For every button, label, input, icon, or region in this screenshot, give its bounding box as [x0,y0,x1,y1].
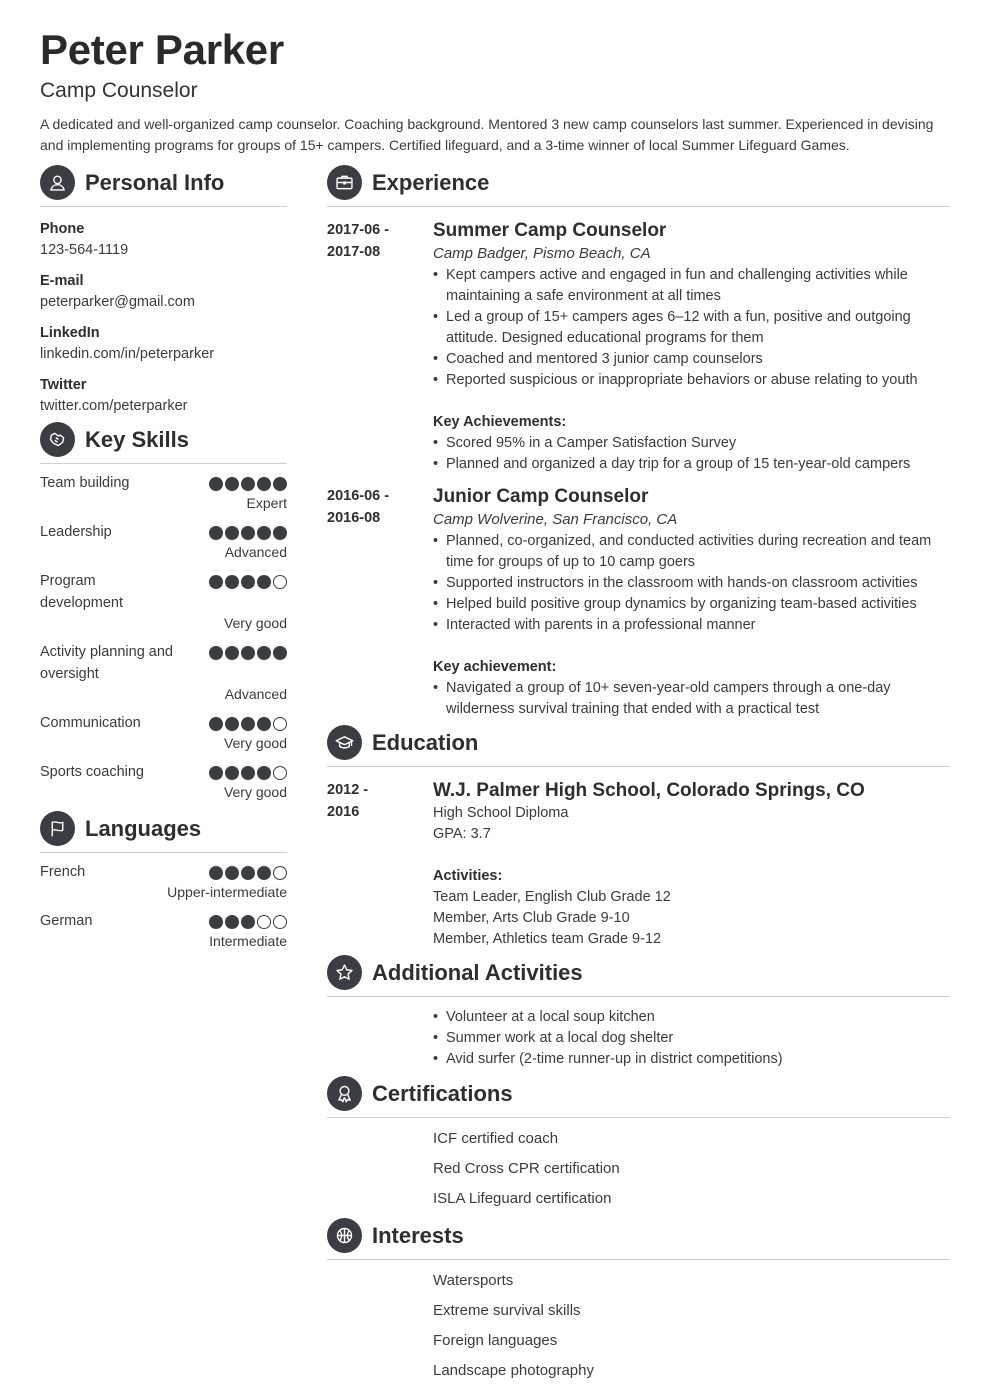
rating-dot-empty [273,915,287,929]
list-item: • Coached and mentored 3 junior camp counselors [433,349,950,370]
rating-dot-filled [257,646,271,660]
list-item: • Supported instructors in the classroom with hands-on classroom activities [433,573,950,594]
job-company: Camp Wolverine, San Francisco, CA [433,511,678,528]
job-date-end: 2016-08 [327,510,381,526]
skills-list [40,472,287,802]
list-item: • Planned and organized a day trip for a group of 15 ten-year-old campers [433,454,950,475]
rating-dot-filled [209,766,223,780]
skill-row [40,641,287,704]
basketball-icon [327,1218,362,1253]
skill-rating-dots [209,575,287,589]
rating-dot-filled [209,477,223,491]
rating-dot-filled [209,866,223,880]
skill-row [40,761,287,802]
skill-rating-dots [209,477,287,491]
personal-info-title: Personal Info [85,169,225,195]
list-item: ISLA Lifeguard certification [433,1190,612,1207]
language-row [40,861,287,902]
education-date-end: 2016 [327,804,360,820]
rating-dot-filled [225,866,239,880]
skill-rating-dots [209,526,287,540]
job-title: Summer Camp Counselor [433,220,667,241]
rating-dot-filled [257,526,271,540]
list-item: • Reported suspicious or inappropriate behaviors or abuse relating to youth [433,370,950,391]
activity-item: Member, Arts Club Grade 9-10 [433,910,630,926]
rating-dot-filled [241,866,255,880]
skill-level: Very good [223,735,287,751]
interests-title: Interests [372,1222,464,1248]
pi-value-linkedin[interactable]: linkedin.com/in/peterparker [40,346,215,362]
language-level: Upper-intermediate [167,884,287,900]
skills-header [40,421,287,464]
achievements-list [433,678,950,720]
pi-label-linkedin: LinkedIn [40,325,100,341]
user-icon [40,165,75,200]
skill-name: Activity planning and oversight [40,644,173,682]
rating-dot-filled [241,575,255,589]
job-bullets [433,531,950,636]
skill-level: Advanced [224,544,287,560]
list-item: Foreign languages [433,1332,558,1349]
languages-list [40,861,287,951]
rating-dot-filled [225,575,239,589]
list-item: • Helped build positive group dynamics by organizing team-based activities [433,594,950,615]
rating-dot-empty [257,915,271,929]
skill-level: Advanced [224,686,287,702]
skill-rating-dots [209,646,287,660]
rating-dot-filled [273,646,287,660]
job-title: Junior Camp Counselor [433,486,649,507]
skill-rating-dots [209,717,287,731]
job-entry [327,485,950,720]
list-item: ICF certified coach [433,1130,559,1147]
skill-name: Communication [40,715,141,731]
rating-dot-empty [273,717,287,731]
rating-dot-filled [273,477,287,491]
interests-header [327,1217,950,1260]
skill-name: Leadership [40,524,112,540]
rating-dot-empty [273,866,287,880]
certifications-list [433,1124,950,1214]
language-rating-dots [209,915,287,929]
pi-value-phone: 123-564-1119 [40,242,129,258]
resume-summary: A dedicated and well-organized camp counselor. Coaching background. Mentored 3 new camp counselors last summer. Experienced in devising and implementing programs for groups of 15+ campers. Certified lifeguard, and a 3-time winner of local Summer Lifeguard Games. [40,116,934,153]
star-icon [327,955,362,990]
skill-row [40,521,287,562]
skills-title: Key Skills [85,426,189,452]
rating-dot-filled [241,477,255,491]
list-item: Watersports [433,1272,514,1289]
skill-name: Program development [40,573,124,611]
activities-heading: Activities: [433,868,503,884]
rating-dot-filled [273,526,287,540]
flag-icon [40,811,75,846]
certifications-header [327,1075,950,1118]
personal-info-list [40,219,287,417]
list-item: • Led a group of 15+ campers ages 6–12 with a fun, positive and outgoing attitude. Designed educational programs for them [433,307,950,349]
rating-dot-filled [225,646,239,660]
education-date-start: 2012 - [327,782,369,798]
job-dates [327,485,433,720]
language-rating-dots [209,866,287,880]
rating-dot-empty [273,575,287,589]
rating-dot-filled [257,575,271,589]
rating-dot-filled [241,717,255,731]
list-item: Red Cross CPR certification [433,1160,620,1177]
achievements-list [433,433,950,475]
additional-activities-title: Additional Activities [372,959,583,985]
personal-info-header [40,164,287,207]
resume-title: Camp Counselor [40,79,198,102]
experience-header [327,164,950,207]
list-item: • Interacted with parents in a professional manner [433,615,950,636]
language-name: German [40,913,93,929]
skill-name: Sports coaching [40,764,144,780]
list-item: Extreme survival skills [433,1302,581,1319]
pi-label-email: E-mail [40,273,84,289]
rating-dot-filled [257,717,271,731]
job-date-start: 2017-06 - [327,222,390,238]
education-entry [327,779,950,950]
education-title: Education [372,729,479,755]
skill-row [40,712,287,753]
education-dates [327,779,433,950]
rating-dot-filled [241,526,255,540]
pi-value-twitter[interactable]: twitter.com/peterparker [40,398,188,414]
rating-dot-filled [209,717,223,731]
briefcase-icon [327,165,362,200]
handshake-icon [40,422,75,457]
education-header [327,724,950,767]
job-bullets [433,265,950,391]
gpa: GPA: 3.7 [433,826,491,842]
languages-header [40,810,287,853]
rating-dot-filled [241,766,255,780]
language-level: Intermediate [209,933,287,949]
experience-title: Experience [372,169,490,195]
pi-label-twitter: Twitter [40,377,87,393]
list-item: • Summer work at a local dog shelter [433,1028,950,1049]
rating-dot-filled [225,477,239,491]
resume-name: Peter Parker [40,26,284,73]
degree: High School Diploma [433,805,569,821]
pi-value-email[interactable]: peterparker@gmail.com [40,294,195,310]
list-item: • Planned, co-organized, and conducted activities during recreation and team time for groups of up to 10 camp goers [433,531,950,573]
job-date-start: 2016-06 - [327,488,390,504]
rating-dot-filled [225,766,239,780]
list-item: • Navigated a group of 10+ seven-year-old campers through a one-day wilderness survival training that ended with a practical test [433,678,950,720]
graduation-cap-icon [327,725,362,760]
additional-activities-header [327,954,950,997]
languages-title: Languages [85,815,202,841]
skill-level: Expert [246,495,287,511]
certifications-title: Certifications [372,1080,513,1106]
rating-dot-filled [257,866,271,880]
list-item: • Kept campers active and engaged in fun and challenging activities while maintaining a safe environment at all times [433,265,950,307]
rating-dot-filled [225,915,239,929]
job-date-end: 2017-08 [327,244,381,260]
skill-row [40,570,287,633]
language-row [40,910,287,951]
skill-name: Team building [40,475,130,491]
language-name: French [40,864,86,880]
left-column [40,164,287,959]
pi-label-phone: Phone [40,221,85,237]
right-column [327,164,950,1386]
list-item: • Scored 95% in a Camper Satisfaction Survey [433,433,950,454]
rating-dot-filled [241,915,255,929]
achievements-heading: Key Achievements: [433,414,567,430]
rating-dot-filled [257,477,271,491]
rating-dot-filled [209,526,223,540]
achievements-heading: Key achievement: [433,659,557,675]
award-ribbon-icon [327,1076,362,1111]
job-dates [327,219,433,475]
list-item: • Avid surfer (2-time runner-up in district competitions) [433,1049,950,1070]
school-name: W.J. Palmer High School, Colorado Springs, CO [433,780,865,801]
rating-dot-filled [209,575,223,589]
skill-level: Very good [223,784,287,800]
interests-list [433,1266,950,1386]
rating-dot-filled [225,717,239,731]
list-item: • Volunteer at a local soup kitchen [433,1007,950,1028]
skill-row [40,472,287,513]
job-company: Camp Badger, Pismo Beach, CA [433,245,651,262]
activity-item: Team Leader, English Club Grade 12 [433,889,671,905]
skill-level: Very good [223,615,287,631]
rating-dot-empty [273,766,287,780]
list-item: Landscape photography [433,1362,594,1379]
rating-dot-filled [209,646,223,660]
job-entry [327,219,950,475]
skill-rating-dots [209,766,287,780]
additional-activities-list [433,1007,950,1070]
rating-dot-filled [257,766,271,780]
rating-dot-filled [241,646,255,660]
rating-dot-filled [209,915,223,929]
rating-dot-filled [225,526,239,540]
activity-item: Member, Athletics team Grade 9-12 [433,931,662,947]
